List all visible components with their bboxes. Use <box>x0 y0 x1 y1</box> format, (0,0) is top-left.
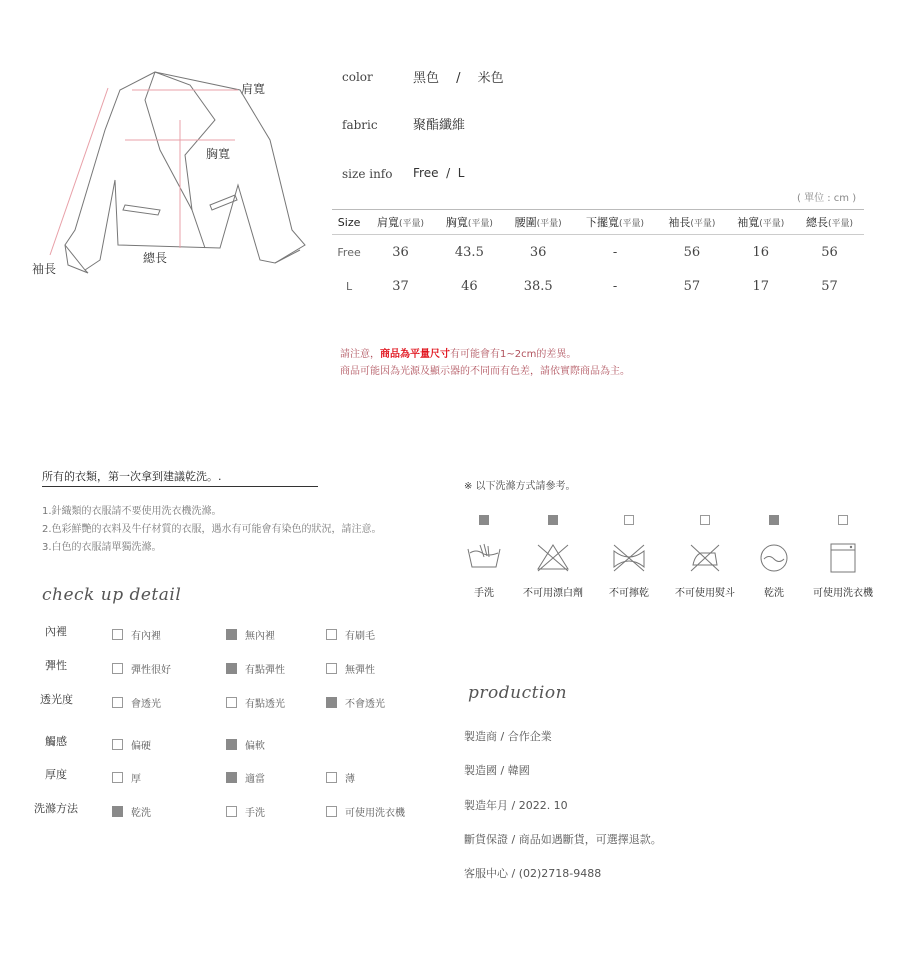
checkup-option <box>226 692 285 711</box>
unchecked-box-icon <box>226 697 237 708</box>
size-table <box>332 209 864 303</box>
size-cell: - <box>612 244 618 260</box>
production-date: 製造年月 / 2022. 10 <box>464 799 568 812</box>
color-key: color <box>342 70 373 84</box>
care-note-3: 3.白色的衣服請單獨洗滌。 <box>42 542 162 553</box>
notice-emphasis: 商品為平量尺寸 <box>380 349 450 360</box>
checkup-option <box>112 767 141 786</box>
checkup-option <box>226 734 265 753</box>
size-row-label: L <box>346 279 353 293</box>
length-label: 總長 <box>143 251 168 265</box>
size-header-unit: (平量) <box>828 219 854 229</box>
care-label: 乾洗 <box>764 588 784 599</box>
size-header-cell <box>726 210 795 235</box>
care-label: 不可擰乾 <box>609 588 649 599</box>
unchecked-box-icon <box>624 515 634 525</box>
checkup-option-label: 適當 <box>245 774 265 785</box>
checkup-option-label: 可使用洗衣機 <box>345 808 405 819</box>
size-cell: 36 <box>392 244 409 260</box>
size-header-label: 肩寬 <box>377 216 400 229</box>
checkup-category: 厚度 <box>45 768 67 781</box>
size-header-label: 胸寬 <box>445 216 468 229</box>
unchecked-box-icon <box>112 697 123 708</box>
unchecked-box-icon <box>326 629 337 640</box>
checked-box-icon <box>226 663 237 674</box>
unchecked-box-icon <box>226 806 237 817</box>
size-header-cell <box>573 210 658 235</box>
size-cell: 57 <box>683 278 701 294</box>
no-iron-icon <box>687 541 723 575</box>
size-cell: 43.5 <box>454 244 484 260</box>
checkup-option <box>112 624 161 643</box>
shoulder-label: 肩寬 <box>241 82 266 96</box>
size-cell: 16 <box>752 244 769 260</box>
size-cell: 56 <box>683 244 701 260</box>
production-country: 製造國 / 韓國 <box>464 764 530 777</box>
size-header-unit: (平量) <box>399 219 425 229</box>
size-info-value: Free / L <box>413 166 465 180</box>
fabric-key: fabric <box>342 118 378 132</box>
production-maker: 製造商 / 合作企業 <box>464 730 552 743</box>
checkup-option-label: 會透光 <box>131 699 161 710</box>
checkup-category: 內裡 <box>45 625 67 638</box>
dry-clean-icon <box>756 541 792 575</box>
checkup-option <box>112 658 171 677</box>
production-guarantee: 斷貨保證 / 商品如遇斷貨，可選擇退款。 <box>464 833 662 846</box>
checked-box-icon <box>112 806 123 817</box>
color-notice: 商品可能因為光源及顯示器的不同而有色差，請依實際商品為主。 <box>340 366 630 377</box>
checkup-category: 彈性 <box>45 659 67 672</box>
checkup-option-label: 手洗 <box>245 808 265 819</box>
care-note-1: 1.針織類的衣服請不要使用洗衣機洗滌。 <box>42 506 222 517</box>
unchecked-box-icon <box>326 806 337 817</box>
size-header-label: 總長 <box>806 216 829 229</box>
checked-box-icon <box>548 515 558 525</box>
checkup-option-label: 薄 <box>345 774 355 785</box>
chest-label: 胸寬 <box>206 147 231 161</box>
table-row <box>332 235 864 270</box>
size-header-cell <box>435 210 504 235</box>
unchecked-box-icon <box>112 739 123 750</box>
checkup-option-label: 無內裡 <box>245 631 275 642</box>
checkup-option <box>226 658 285 677</box>
production-service: 客服中心 / (02)2718-9488 <box>464 867 602 880</box>
unchecked-box-icon <box>112 772 123 783</box>
unchecked-box-icon <box>112 663 123 674</box>
size-cell: 46 <box>461 278 478 294</box>
checkup-option <box>112 801 151 820</box>
checkup-option-label: 有點彈性 <box>245 665 285 676</box>
size-header-unit: (平量) <box>690 219 716 229</box>
size-info-key: size info <box>342 167 393 181</box>
size-cell: 56 <box>821 244 838 260</box>
size-cell: 36 <box>529 244 547 260</box>
care-label: 手洗 <box>474 588 494 599</box>
color-value: 黑色 / 米色 <box>413 71 504 86</box>
checkup-option <box>112 734 151 753</box>
size-header-label: 袖寬 <box>737 216 760 229</box>
care-label: 不可用漂白劑 <box>523 588 583 599</box>
size-cell: 37 <box>392 278 409 294</box>
unchecked-box-icon <box>326 663 337 674</box>
checkup-option-label: 厚 <box>131 774 141 785</box>
production-title: production <box>468 683 568 703</box>
care-notes-title: 所有的衣類，第一次拿到建議乾洗。. <box>42 468 318 487</box>
size-notice <box>340 345 576 360</box>
care-note-2: 2.色彩鮮艷的衣料及牛仔材質的衣服，遇水有可能會有染色的狀況，請注意。 <box>42 524 382 535</box>
checkup-option-label: 有點透光 <box>245 699 285 710</box>
checkup-category: 洗滌方法 <box>34 802 78 815</box>
checked-box-icon <box>326 697 337 708</box>
size-header-unit: (平量) <box>467 219 493 229</box>
checkup-category: 透光度 <box>40 693 73 706</box>
checkup-option-label: 有內裡 <box>131 631 161 642</box>
size-header-label: 下擺寬 <box>586 216 620 229</box>
checkup-category: 觸感 <box>45 735 67 748</box>
size-header-unit: (平量) <box>759 219 785 229</box>
sleeve-label: 袖長 <box>32 262 57 276</box>
checkup-option-label: 偏硬 <box>131 741 151 752</box>
notice-text-1: 請注意， <box>340 349 380 360</box>
size-header-cell <box>795 210 864 235</box>
checkup-option-label: 無彈性 <box>345 665 375 676</box>
checkup-option <box>226 801 265 820</box>
unchecked-box-icon <box>700 515 710 525</box>
checkup-option <box>326 692 385 711</box>
unit-note: ( 單位 : cm ) <box>797 193 857 204</box>
size-row-label: Free <box>337 245 361 259</box>
checkup-option <box>112 692 161 711</box>
jacket-sketch <box>20 60 320 290</box>
checkup-option-label: 彈性很好 <box>131 665 171 676</box>
checkup-option <box>326 624 375 643</box>
checkup-title: check up detail <box>42 585 182 605</box>
size-header-unit: (平量) <box>619 219 645 229</box>
no-bleach-icon <box>535 541 571 575</box>
size-header-cell <box>366 210 435 235</box>
checked-box-icon <box>226 739 237 750</box>
checkup-option <box>226 624 275 643</box>
checkup-option <box>226 767 265 786</box>
checked-box-icon <box>769 515 779 525</box>
checkup-option-label: 偏軟 <box>245 741 265 752</box>
checked-box-icon <box>479 515 489 525</box>
table-row <box>332 269 864 303</box>
checkup-option-label: 乾洗 <box>131 808 151 819</box>
washing-machine-icon <box>825 541 861 575</box>
size-table-header <box>332 210 864 235</box>
size-header-label: Size <box>337 215 361 229</box>
size-cell: 17 <box>752 278 769 294</box>
checkup-option <box>326 801 405 820</box>
size-header-label: 腰圍 <box>514 216 537 229</box>
unchecked-box-icon <box>838 515 848 525</box>
care-reference-note: ※ 以下洗滌方式請參考。 <box>464 481 576 492</box>
size-header-cell <box>332 210 366 235</box>
notice-text-2: 有可能會有1~2cm的差異。 <box>450 349 577 360</box>
checkup-option <box>326 658 375 677</box>
size-header-cell <box>658 210 727 235</box>
unchecked-box-icon <box>112 629 123 640</box>
size-header-cell <box>504 210 573 235</box>
size-cell: - <box>612 278 618 294</box>
checked-box-icon <box>226 772 237 783</box>
size-header-label: 袖長 <box>668 216 691 229</box>
fabric-value: 聚酯纖維 <box>413 118 466 133</box>
size-cell: 57 <box>821 278 838 294</box>
unchecked-box-icon <box>326 772 337 783</box>
checkup-option-label: 不會透光 <box>345 699 385 710</box>
checkup-option <box>326 767 355 786</box>
checkup-option-label: 有刷毛 <box>345 631 375 642</box>
care-label: 不可使用熨斗 <box>675 588 735 599</box>
hand-wash-icon <box>466 541 502 575</box>
care-label: 可使用洗衣機 <box>813 588 873 599</box>
size-cell: 38.5 <box>523 278 553 294</box>
no-wring-icon <box>611 541 647 575</box>
checked-box-icon <box>226 629 237 640</box>
size-header-unit: (平量) <box>536 219 562 229</box>
